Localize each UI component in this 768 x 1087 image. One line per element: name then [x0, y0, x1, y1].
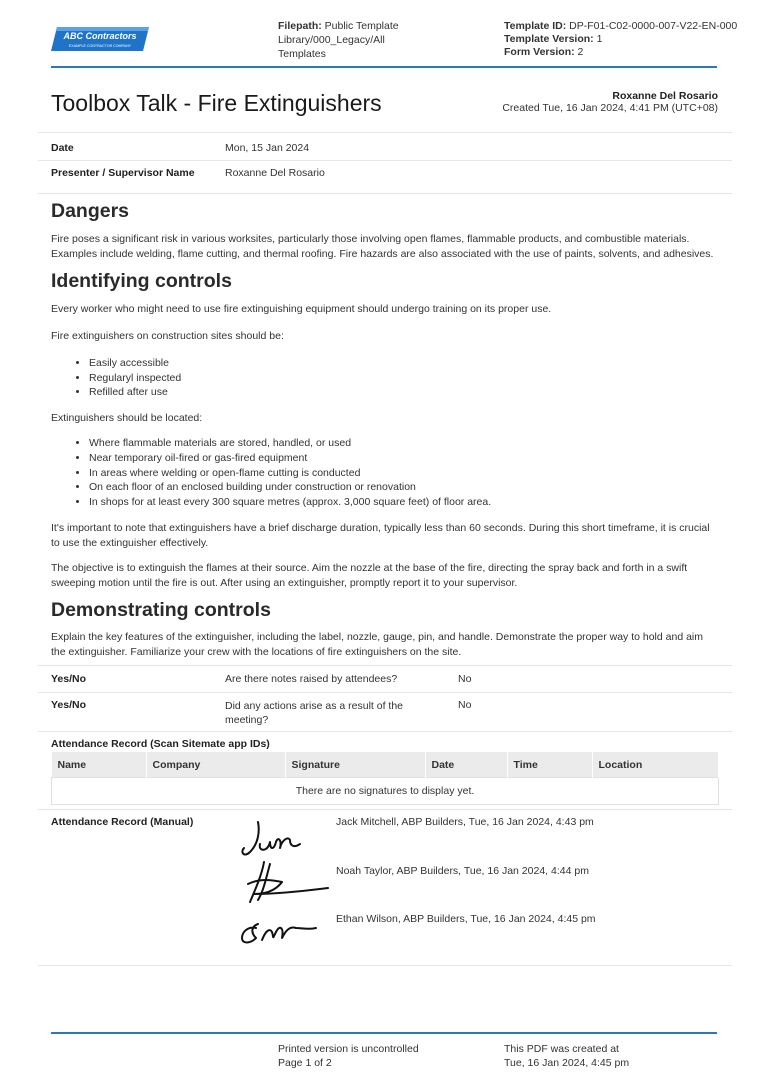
question-answer: No — [458, 673, 472, 685]
header-divider — [51, 66, 717, 68]
date-value: Mon, 15 Jan 2024 — [225, 142, 310, 154]
footer-divider — [51, 1032, 717, 1034]
paragraph: Extinguishers should be located: — [51, 412, 203, 425]
signature-image — [238, 818, 318, 862]
paragraph: Every worker who might need to use fire extinguishing equipment should undergo training on its proper use. — [51, 303, 552, 315]
filepath — [278, 19, 493, 61]
question-text: Did any actions arise as a result of the meeting? — [225, 700, 404, 726]
presenter-label: Presenter / Supervisor Name — [51, 167, 195, 179]
date-label: Date — [51, 142, 74, 154]
created-timestamp: Created Tue, 16 Jan 2024, 4:41 PM (UTC+08) — [502, 102, 718, 114]
filepath-value-cont: Templates — [278, 48, 326, 60]
signature-image — [240, 858, 332, 906]
column-header-date: Date — [425, 752, 507, 778]
attendance-manual-title: Attendance Record (Manual) — [51, 816, 194, 828]
section-heading-demonstrating-controls: Demonstrating controls — [51, 598, 271, 621]
bullet-list — [51, 356, 719, 400]
list-item: • In shops for at least every 300 square metres (approx. 3,000 square feet) of floor area. — [89, 495, 719, 510]
template-info — [504, 19, 744, 59]
template-version-value: 1 — [596, 33, 603, 45]
question-answer: No — [458, 699, 472, 711]
divider — [38, 132, 732, 133]
question-text: Are there notes raised by attendees? — [225, 673, 398, 685]
template-id-value: DP-F01-C02-0000-007-V22-EN-000 — [569, 20, 738, 32]
column-header-signature: Signature — [285, 752, 425, 778]
attendance-app-title: Attendance Record (Scan Sitemate app IDs) — [51, 738, 270, 750]
filepath-value: Public Template Library/000_Legacy/All — [278, 20, 399, 46]
list-item: • In areas where welding or open-flame cutting is conducted — [89, 466, 719, 481]
form-version-value: 2 — [577, 46, 584, 58]
bullet-list — [51, 436, 719, 510]
paragraph: It's important to note that extinguishers have a brief discharge duration, typically less than 60 seconds. During this short timeframe, it is crucial to use the extinguisher effectively. — [51, 521, 710, 549]
column-header-location: Location — [592, 752, 719, 778]
page-number: Page 1 of 2 — [278, 1057, 332, 1069]
footer-right — [504, 1042, 629, 1070]
column-header-time: Time — [507, 752, 592, 778]
author-block — [502, 90, 718, 114]
attendee-entry: Ethan Wilson, ABP Builders, Tue, 16 Jan 2024, 4:45 pm — [336, 913, 596, 925]
uncontrolled-notice: Printed version is uncontrolled — [278, 1043, 419, 1055]
filepath-label: Filepath: — [278, 20, 322, 32]
question-type-label: Yes/No — [51, 673, 87, 685]
paragraph: The objective is to extinguish the flames at their source. Aim the nozzle at the base of the fire, directing the spray back and forth in a swift sweeping motion until the fire is out. After using an extinguisher, promptly report it to your supervisor. — [51, 561, 688, 589]
footer-left — [278, 1042, 419, 1070]
page-title: Toolbox Talk - Fire Extinguishers — [51, 90, 382, 116]
body-content — [51, 200, 719, 660]
signature-image — [236, 912, 320, 948]
column-header-name: Name — [52, 752, 147, 778]
list-item: • Regularyl inspected — [89, 371, 719, 386]
list-item: • Where flammable materials are stored, handled, or used — [89, 436, 719, 451]
list-item: • Refilled after use — [89, 385, 719, 400]
empty-table-message: There are no signatures to display yet. — [52, 778, 719, 805]
logo-name: ABC Contractors — [63, 31, 137, 41]
template-version-label: Template Version: — [504, 33, 594, 45]
pdf-created-timestamp: Tue, 16 Jan 2024, 4:45 pm — [504, 1057, 630, 1069]
divider — [38, 809, 732, 810]
column-header-company: Company — [146, 752, 285, 778]
section-heading-dangers: Dangers — [51, 200, 130, 222]
pdf-created-label: This PDF was created at — [504, 1043, 619, 1055]
list-item: • Easily accessible — [89, 356, 719, 371]
divider — [38, 193, 732, 194]
divider — [38, 731, 732, 732]
paragraph: Explain the key features of the extinguisher, including the label, nozzle, gauge, pin, and handle. Demonstrate the proper way to hold and aim the extinguisher. Familiarize your crew with the locations of fire extinguishers on the site. — [51, 630, 703, 658]
paragraph: Fire poses a significant risk in various worksites, particularly those involving open flames, flammable products, and combustible materials. Examples include welding, flame cutting, and thermal roofing. Fire hazards are also associated with the use of paints, solvents, and adhesives. — [51, 233, 714, 260]
attendee-entry: Noah Taylor, ABP Builders, Tue, 16 Jan 2024, 4:44 pm — [336, 865, 589, 877]
list-item: • Near temporary oil-fired or gas-fired equipment — [89, 451, 719, 466]
section-heading-identifying-controls: Identifying controls — [51, 270, 232, 292]
paragraph: Fire extinguishers on construction sites should be: — [51, 330, 284, 342]
divider — [38, 965, 732, 966]
list-item: • On each floor of an enclosed building under construction or renovation — [89, 480, 719, 495]
attendee-entry: Jack Mitchell, ABP Builders, Tue, 16 Jan 2024, 4:43 pm — [336, 816, 594, 828]
template-id-label: Template ID: — [504, 20, 567, 32]
company-logo — [51, 26, 149, 52]
author-name: Roxanne Del Rosario — [612, 90, 718, 102]
question-type-label: Yes/No — [51, 699, 87, 711]
divider — [38, 665, 732, 666]
divider — [38, 692, 732, 693]
divider — [38, 160, 732, 161]
form-version-label: Form Version: — [504, 46, 575, 58]
logo-tagline: EXAMPLE CONTRACTOR COMPANY — [68, 44, 132, 48]
presenter-value: Roxanne Del Rosario — [225, 167, 325, 179]
attendance-table — [51, 752, 719, 805]
